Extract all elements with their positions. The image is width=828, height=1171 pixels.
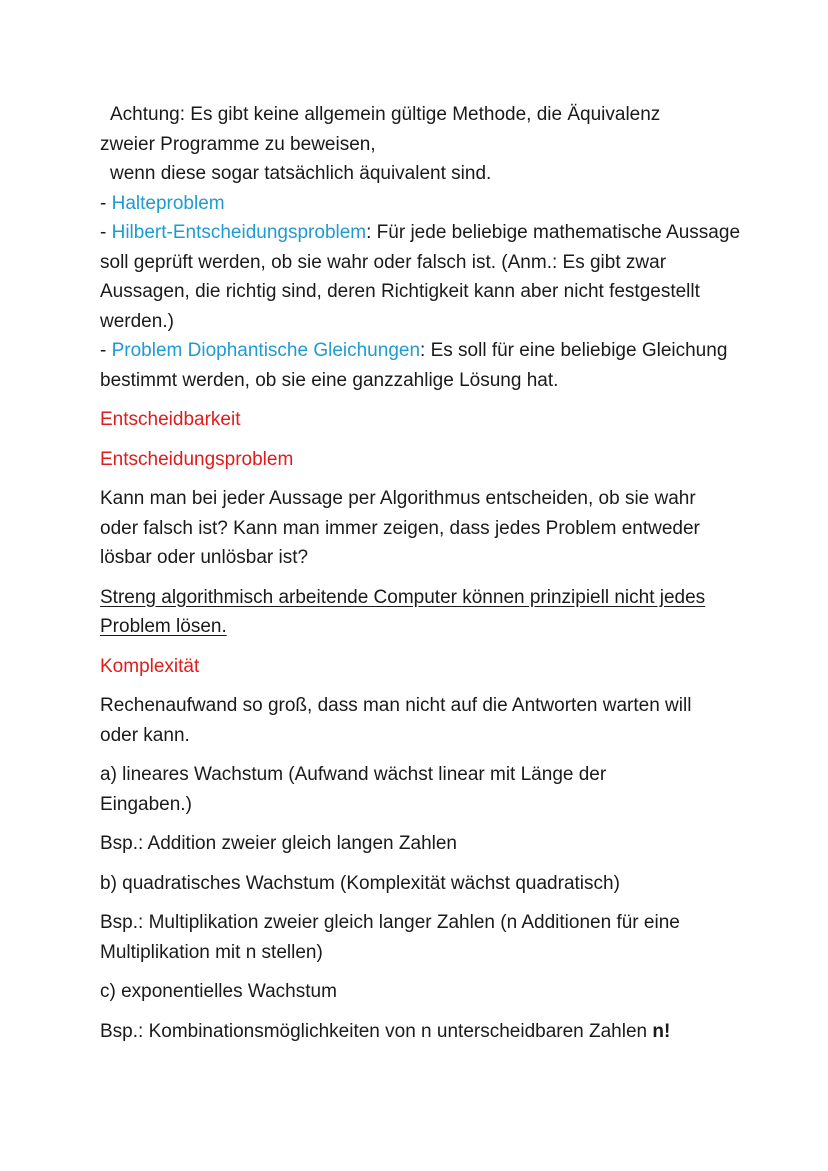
growth-linear: a) lineares Wachstum (Aufwand wächst linear mit Länge der Eingaben.)	[100, 764, 607, 815]
link-problem-diophantische-gleichungen[interactable]: Problem Diophantische Gleichungen	[111, 340, 421, 361]
growth-quadratic-example: Bsp.: Multiplikation zweier gleich langer Zahlen (n Additionen für eine Multiplikation mit n stellen)	[100, 912, 680, 963]
intro-line-3: wenn diese sogar tatsächlich äquivalent sind.	[110, 163, 492, 184]
link-hilbert-entscheidungsproblem[interactable]: Hilbert-Entscheidungsproblem	[111, 222, 367, 243]
link-halteproblem[interactable]: Halteproblem	[111, 192, 225, 214]
intro-line-1: Achtung: Es gibt keine allgemein gültige Methode, die Äquivalenz	[110, 104, 661, 125]
growth-quadratic: b) quadratisches Wachstum (Komplexität wächst quadratisch)	[100, 872, 620, 894]
dash: -	[100, 340, 112, 361]
growth-exponential-example-line	[100, 1017, 750, 1047]
intro-line-2: zweier Programme zu beweisen,	[100, 133, 376, 155]
example-item-halteproblem	[100, 189, 750, 219]
growth-exponential: c) exponentielles Wachstum	[100, 981, 337, 1002]
growth-exponential-example: Bsp.: Kombinationsmöglichkeiten von n unterscheidbaren Zahlen	[100, 1020, 653, 1042]
growth-linear-example: Bsp.: Addition zweier gleich langen Zahlen	[100, 833, 458, 854]
document-page	[100, 100, 750, 1046]
entscheidung-paragraph: Kann man bei jeder Aussage per Algorithmus entscheiden, ob sie wahr oder falsch ist? Kann man immer zeigen, dass jedes Problem entweder lösbar oder unlösbar ist?	[100, 488, 700, 568]
heading-entscheidungsproblem: Entscheidungsproblem	[100, 448, 294, 470]
example-text: : Es soll für eine beliebige Gleichung bestimmt werden, ob sie eine ganzzahlige Lösung hat.	[100, 340, 728, 391]
example-item-diophantine	[100, 336, 740, 395]
factorial-notation: n!	[652, 1020, 671, 1042]
example-text: : Für jede beliebige mathematische Aussage soll geprüft werden, ob sie wahr oder falsch ist. (Anm.: Es gibt zwar Aussagen, die richtig sind, deren Richtigkeit kann aber nicht festgestellt werden.)	[100, 222, 741, 332]
underlined-statement: Streng algorithmisch arbeitende Computer können prinzipiell nicht jedes Problem lösen.	[100, 586, 706, 637]
dash: -	[100, 222, 112, 243]
heading-entscheidbarkeit: Entscheidbarkeit	[100, 409, 241, 430]
example-item-hilbert	[100, 218, 740, 336]
komplexitaet-paragraph: Rechenaufwand so groß, dass man nicht auf die Antworten warten will oder kann.	[100, 695, 692, 746]
heading-komplexitaet: Komplexität	[100, 655, 200, 677]
dash: -	[100, 192, 112, 214]
